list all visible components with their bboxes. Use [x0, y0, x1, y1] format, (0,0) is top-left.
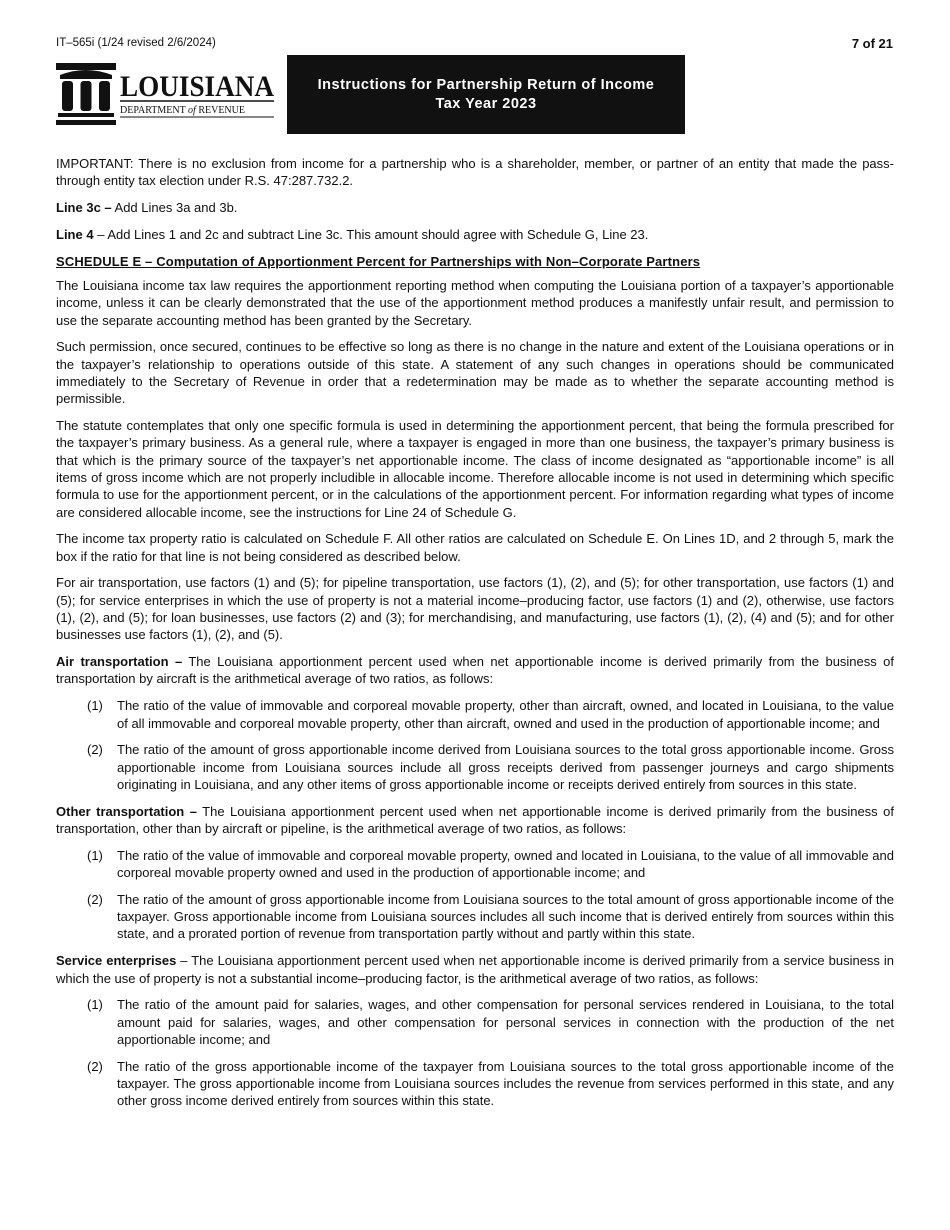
document-title-banner	[287, 55, 685, 134]
service-enterprises-text: – The Louisiana apportionment percent used when net apportionable income is derived primarily from a service business in which the use of property is not a substantial income–producing factor, is the arithmetical average of two ratios, as follows:	[56, 953, 894, 986]
list-item-number: (1)	[87, 847, 103, 863]
list-item-number: (2)	[87, 742, 103, 758]
page-number: 7 of 21	[851, 36, 893, 51]
document-title: Instructions for Partnership Return of Income	[317, 76, 655, 93]
paragraph: The income tax property ratio is calculated on Schedule F. All other ratios are calculated on Schedule E. On Lines 1D, and 2 through 5, mark the box if the ratio for that line is not being considered as described below.	[56, 531, 894, 564]
paragraph: Such permission, once secured, continues to be effective so long as there is no change in the nature and extent of the Louisiana operations or in the taxpayer’s relationship to operations outside of this state. A statement of any such changes in operations should be communicated immediately to the Secretary of Revenue in order that a redetermination may be made as to whether the separate accounting method is permissible.	[56, 339, 894, 407]
list-item-number: (2)	[87, 891, 103, 907]
instructions-body	[56, 155, 894, 1119]
other-transportation-text: The Louisiana apportionment percent used when net apportionable income is derived primarily from the business of transportation, other than by aircraft or pipeline, is the arithmetical average of two ratios, as follows:	[56, 803, 894, 836]
list-item	[56, 1058, 894, 1110]
list-item-text: The ratio of the value of immovable and corporeal movable property, other than aircraft, owned, and located in Louisiana, to the value of all immovable and corporeal movable property, other than aircraft, owned and used in the production of apportionable income; and	[117, 698, 894, 731]
tax-year: Tax Year 2023	[435, 95, 537, 112]
important-note: IMPORTANT: There is no exclusion from income for a partnership who is a shareholder, member, or partner of an entity that made the pass-through entity tax election under R.S. 47:287.732.2.	[56, 156, 894, 189]
list-item	[56, 847, 894, 882]
line-3c-instruction	[56, 199, 894, 216]
service-enterprises-section	[56, 952, 894, 987]
list-item-number: (1)	[87, 997, 103, 1013]
paragraph: For air transportation, use factors (1) and (5); for pipeline transportation, use factors (1), (2), and (5); for other transportation, use factors (1) and (5); for service enterprises in which the use of property is not a material income–producing factor, use factors (1) and (2), otherwise, use factors (1), (2), and (5); for loan businesses, use factors (2) and (3); for merchandising, and manufacturing, use factors (1), (2), (4) and (5); and for other businesses use factors (1), (2), and (5).	[56, 575, 894, 643]
logo-wordmark: LOUISIANA	[120, 70, 275, 103]
air-transportation-section	[56, 653, 894, 688]
line-3c-label: Line 3c –	[56, 200, 112, 216]
list-item-number: (1)	[87, 698, 103, 714]
capitol-logo-icon	[56, 63, 282, 127]
logo-department: DEPARTMENT of REVENUE	[120, 105, 245, 116]
other-transportation-section	[56, 803, 894, 838]
air-transportation-text: The Louisiana apportionment percent used when net apportionable income is derived primarily from the business of transportation by aircraft is the arithmetical average of two ratios, as follows:	[56, 654, 894, 687]
list-item-text: The ratio of the amount of gross apportionable income derived from Louisiana sources to the total gross apportionable income. Gross apportionable income from Louisiana sources include all gross receipts derived from passenger journeys and cargo shipments originating in Louisiana, and any other items of gross apportionable income or receipts derived entirely from sources in this state.	[117, 742, 894, 792]
form-id: IT–565i (1/24 revised 2/6/2024)	[56, 37, 216, 49]
list-item	[56, 741, 894, 793]
schedule-e-heading: SCHEDULE E – Computation of Apportionment Percent for Partnerships with Non–Corporate Partners	[56, 253, 701, 269]
list-item-text: The ratio of the amount of gross apportionable income from Louisiana sources to the total amount of gross apportionable income of the taxpayer. Gross apportionable income from Louisiana sources includes all such income that is derived entirely from sources within this state, and a prorated portion of revenue from transportation partly without and partly within this state.	[117, 891, 894, 942]
service-enterprises-label: Service enterprises	[56, 953, 177, 969]
list-item-text: The ratio of the value of immovable and corporeal movable property, owned and located in Louisiana, to the value of all immovable and corporeal movable property owned and used in the production of apportionable income; and	[117, 847, 894, 881]
louisiana-revenue-logo	[56, 63, 282, 127]
line-4-label: Line 4	[56, 226, 94, 242]
list-item	[56, 697, 894, 732]
line-3c-text: Add Lines 3a and 3b.	[111, 200, 238, 216]
list-item-text: The ratio of the gross apportionable income of the taxpayer from Louisiana sources to the total gross apportionable income of the taxpayer. The gross apportionable income from Louisiana sources includes the revenue from services performed in this state, and any other gross income derived entirely from sources within this state.	[117, 1058, 894, 1109]
list-item-number: (2)	[87, 1058, 103, 1074]
air-transportation-label: Air transportation –	[56, 654, 183, 670]
paragraph: The Louisiana income tax law requires the apportionment reporting method when computing the Louisiana portion of a taxpayer’s apportionable income, unless it can be clearly demonstrated that the use of the apportionment method produces a manifestly unfair result, and permission to use the separate accounting method has been granted by the Secretary.	[56, 277, 894, 328]
list-item-text: The ratio of the amount paid for salaries, wages, and other compensation for personal services rendered in Louisiana, to the total amount paid for salaries, wages, and other compensation for personal services in connection with the production of the net apportionable income; and	[117, 997, 894, 1047]
list-item	[56, 891, 894, 943]
paragraph: The statute contemplates that only one specific formula is used in determining the apportionment percent, that being the formula prescribed for the taxpayer’s primary business. As a general rule, where a taxpayer is engaged in more than one business, the taxpayer’s primary business is that which is the primary source of the taxpayer’s net apportionable income. The class of income designated as “apportionable income” is all items of gross income which are not properly includible in allocable income. Therefore allocable income is not used in determining which specific formula to use for the apportionment percent, or in the calculations of the apportionment percent. For information regarding what types of income are considered allocable income, see the instructions for Line 24 of Schedule G.	[56, 418, 894, 520]
list-item	[56, 996, 894, 1048]
line-4-instruction	[56, 226, 894, 243]
other-transportation-label: Other transportation –	[56, 803, 197, 819]
line-4-text: – Add Lines 1 and 2c and subtract Line 3c. This amount should agree with Schedule G, Line 23.	[93, 226, 649, 242]
